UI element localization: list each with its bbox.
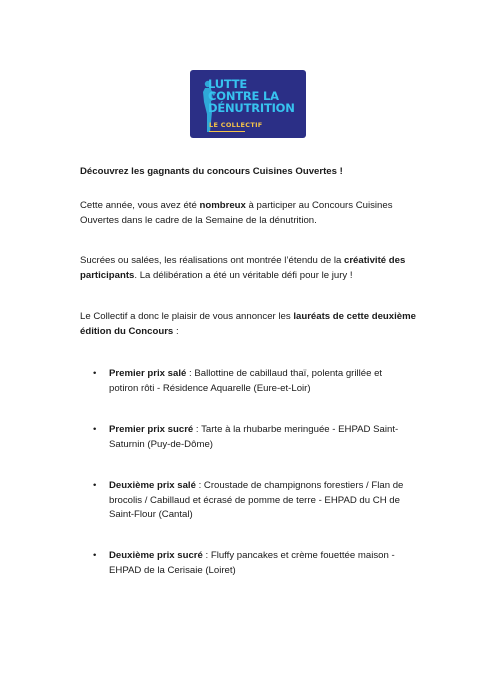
announcement-paragraph [80,310,420,339]
list-item [93,423,409,452]
prize-title: Premier prix salé [109,368,187,379]
logo-line-2: CONTRE LA [208,89,279,103]
logo-underline [209,131,245,132]
prize-text: : Croustade de champignons forestiers / Flan de brocolis / Cabillaud et écrasé de pomme de terre - EHPAD du CH de Saint-Flour (Cantal) [109,480,404,520]
para3-bold: lauréats de cette deuxième édition du Concours [80,311,416,337]
para1-bold: nombreux [199,200,246,211]
collectif-logo [190,70,306,138]
prize-text: : Tarte à la rhubarbe meringuée - EHPAD Saint-Saturnin (Puy-de-Dôme) [109,424,399,450]
para2-text-a: Sucrées ou salées, les réalisations ont montrée l’étendu de la [80,255,344,266]
bullet-icon: • [93,550,97,561]
prize-title: Premier prix sucré [109,424,194,435]
prize-text: : Ballottine de cabillaud thaï, polenta grillée et potiron rôti - Résidence Aquarelle (Eure-et-Loir) [109,368,383,394]
prize-title: Deuxième prix salé [109,480,196,491]
logo-subtitle: LE COLLECTIF [209,121,263,129]
prize-title: Deuxième prix sucré [109,550,203,561]
para1-text-a: Cette année, vous avez été [80,200,200,211]
creativity-paragraph [80,254,420,283]
page-heading: Découvrez les gagnants du concours Cuisines Ouvertes ! [80,166,343,177]
bullet-icon: • [93,368,97,379]
para2-bold: créativité des participants [80,255,406,281]
logo-line-3: DÉNUTRITION [208,101,295,115]
logo-line-1: LUTTE [208,77,248,91]
logo-title [208,78,302,114]
bullet-icon: • [93,480,97,491]
para1-text-b: à participer au Concours Cuisines Ouvertes dans le cadre de la Semaine de la dénutrition. [80,200,393,226]
para3-text-b: : [173,325,179,337]
intro-paragraph [80,199,420,228]
bullet-icon: • [93,424,97,435]
list-item [93,367,409,396]
para3-text-a: Le Collectif a donc le plaisir de vous annoncer les [80,311,294,322]
prize-text: : Fluffy pancakes et crème fouettée maison - EHPAD de la Cerisaie (Loiret) [109,550,395,576]
list-item [93,479,409,523]
para2-text-b: . La délibération a été un véritable défi pour le jury ! [134,269,353,281]
list-item [93,549,409,578]
